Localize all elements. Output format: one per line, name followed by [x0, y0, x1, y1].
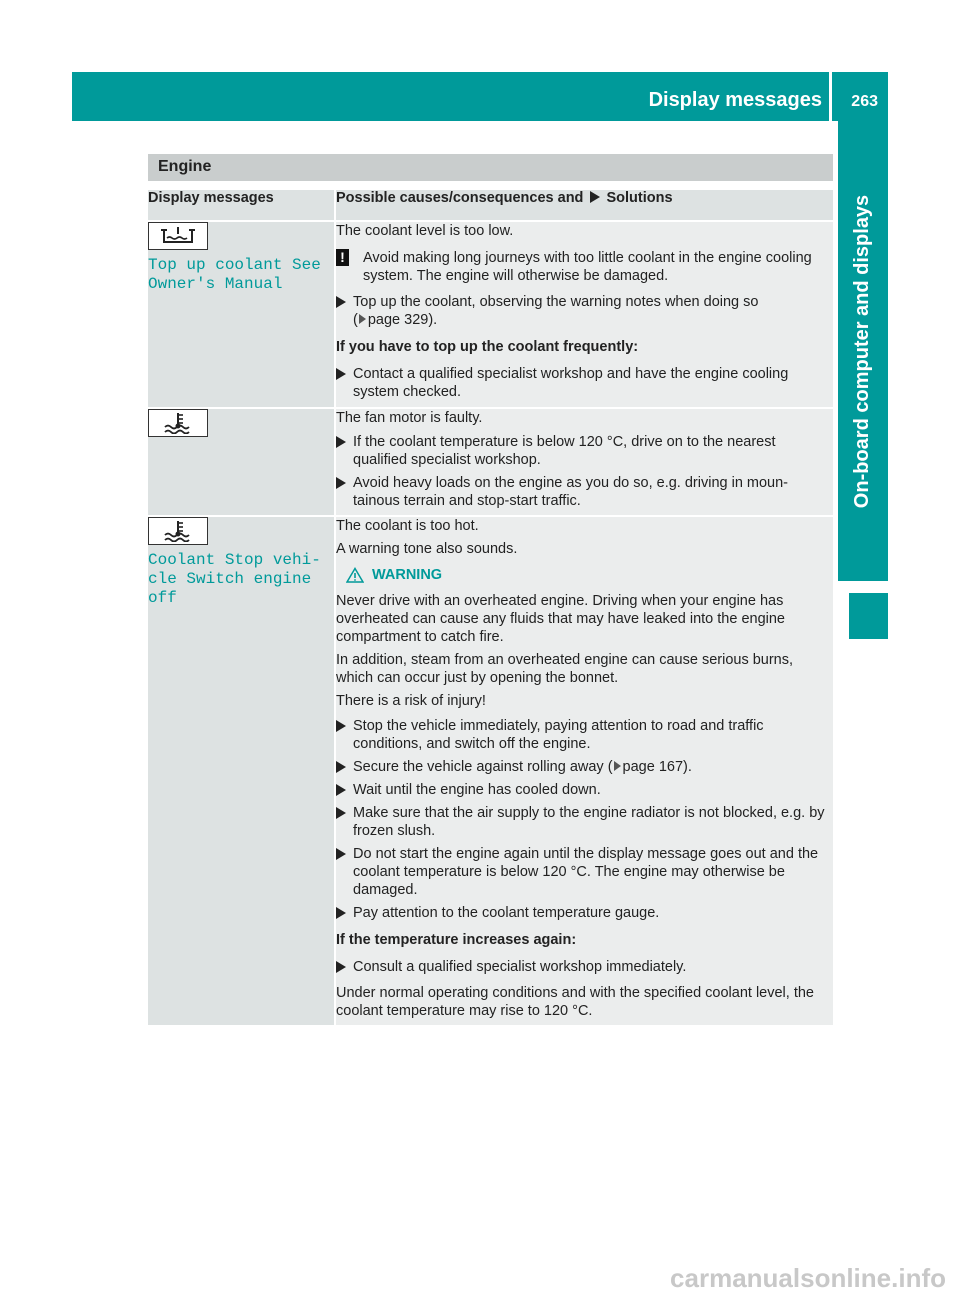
table-header-row [148, 190, 833, 221]
cause-text: The fan motor is faulty. [336, 410, 483, 426]
table-row [148, 516, 833, 1026]
step-text: Avoid heavy loads on the engine as you do so, e.g. driving in moun-tainous terrain and stop-start traffic. [353, 475, 789, 509]
page-number: 263 [851, 93, 878, 110]
subheading: If the temperature increases again: [336, 932, 577, 948]
step-text: Stop the vehicle immediately, paying attention to road and traffic conditions, and switch off the engine. [353, 718, 764, 752]
display-message-text: Top up coolant See Owner's Manual [148, 256, 321, 293]
coolant-level-icon [148, 222, 208, 250]
step-arrow-icon [336, 961, 346, 973]
warning-text: There is a risk of injury! [336, 693, 486, 709]
coolant-temperature-icon [148, 409, 208, 437]
message-cell [148, 408, 335, 516]
col-header-display-messages: Display messages [148, 190, 335, 221]
header-title: Display messages [648, 89, 822, 111]
step-text: Make sure that the air supply to the engine radiator is not blocked, e.g. by frozen slush. [353, 805, 825, 839]
solution-step [336, 717, 833, 753]
warning-heading [336, 566, 833, 584]
header-divider [829, 72, 832, 121]
section-title: Engine [158, 158, 212, 175]
table-row [148, 408, 833, 516]
step-arrow-icon [336, 436, 346, 448]
damage-note [336, 249, 833, 285]
solution-step [336, 433, 833, 469]
step-text: Wait until the engine has cooled down. [353, 782, 601, 798]
solution-step [336, 474, 833, 510]
solution-step [336, 804, 833, 840]
solution-step [336, 365, 833, 401]
step-text: If the coolant temperature is below 120 °C, drive on to the nearest qualified specialist workshop. [353, 434, 776, 468]
solution-step [336, 758, 833, 776]
side-tab-label: On-board computer and displays [851, 194, 874, 508]
solution-step [336, 781, 833, 799]
cause-text: A warning tone also sounds. [336, 541, 518, 557]
solution-arrow-icon [590, 191, 600, 203]
display-message-text: Coolant Stop vehi- cle Switch engine off [148, 551, 321, 607]
closing-text: Under normal operating conditions and with the specified coolant level, the coolant temperature may rise to 120 °C. [336, 985, 814, 1019]
warning-text: In addition, steam from an overheated engine can cause serious burns, which can occur just by opening the bonnet. [336, 652, 794, 686]
step-text: Contact a qualified specialist workshop and have the engine cooling system checked. [353, 366, 789, 400]
step-arrow-icon [336, 368, 346, 380]
solution-step [336, 845, 833, 899]
step-arrow-icon [336, 720, 346, 732]
message-cell [148, 516, 335, 1026]
watermark: carmanualsonline.info [670, 1263, 946, 1293]
side-tab-label-wrap [838, 121, 888, 581]
cause-text: The coolant level is too low. [336, 223, 514, 239]
step-text: Do not start the engine again until the display message goes out and the coolant temperature is below 120 °C. The engine may otherwise be damaged. [353, 846, 819, 898]
page-reference-icon [359, 314, 366, 324]
section-header [148, 154, 833, 181]
warning-text: Never drive with an overheated engine. Driving when your engine has overheated can cause any fluids that may have leaked into the engine compartment to catch fire. [336, 593, 785, 645]
step-arrow-icon [336, 761, 346, 773]
step-arrow-icon [336, 807, 346, 819]
step-arrow-icon [336, 907, 346, 919]
page-reference-link[interactable]: page 329). [367, 312, 438, 328]
step-text: Secure the vehicle against rolling away ( [353, 759, 613, 775]
solutions-cell [335, 221, 833, 408]
step-text: Consult a qualified specialist workshop immediately. [353, 959, 687, 975]
col-header-causes-text: Possible causes/consequences and [336, 190, 584, 206]
step-text: Top up the coolant, observing the warning notes when doing so [353, 294, 759, 310]
solutions-cell [335, 408, 833, 516]
table-row [148, 221, 833, 408]
cause-text: The coolant is too hot. [336, 518, 479, 534]
step-arrow-icon [336, 784, 346, 796]
solution-step [336, 904, 833, 922]
display-messages-table [148, 190, 833, 1027]
page-header [72, 72, 888, 121]
step-arrow-icon [336, 296, 346, 308]
solution-step [336, 958, 833, 976]
message-cell [148, 221, 335, 408]
warning-triangle-icon [346, 567, 364, 583]
warning-label: WARNING [372, 567, 443, 583]
col-header-causes [335, 190, 833, 221]
subheading: If you have to top up the coolant frequently: [336, 339, 639, 355]
exclamation-icon: ! [336, 249, 349, 266]
step-arrow-icon [336, 477, 346, 489]
step-text: Pay attention to the coolant temperature gauge. [353, 905, 660, 921]
side-tab-marker [849, 593, 888, 639]
coolant-temperature-icon [148, 517, 208, 545]
solutions-cell [335, 516, 833, 1026]
note-text: Avoid making long journeys with too little coolant in the engine cooling system. The engine will otherwise be damaged. [363, 250, 812, 284]
step-arrow-icon [336, 848, 346, 860]
page-reference-icon [614, 761, 621, 771]
page-reference-link[interactable]: page 167). [622, 759, 692, 775]
col-header-solutions-text: Solutions [606, 190, 673, 206]
solution-step: Top up the coolant, observing the warning notes when doing so ( page 329). [336, 293, 833, 329]
